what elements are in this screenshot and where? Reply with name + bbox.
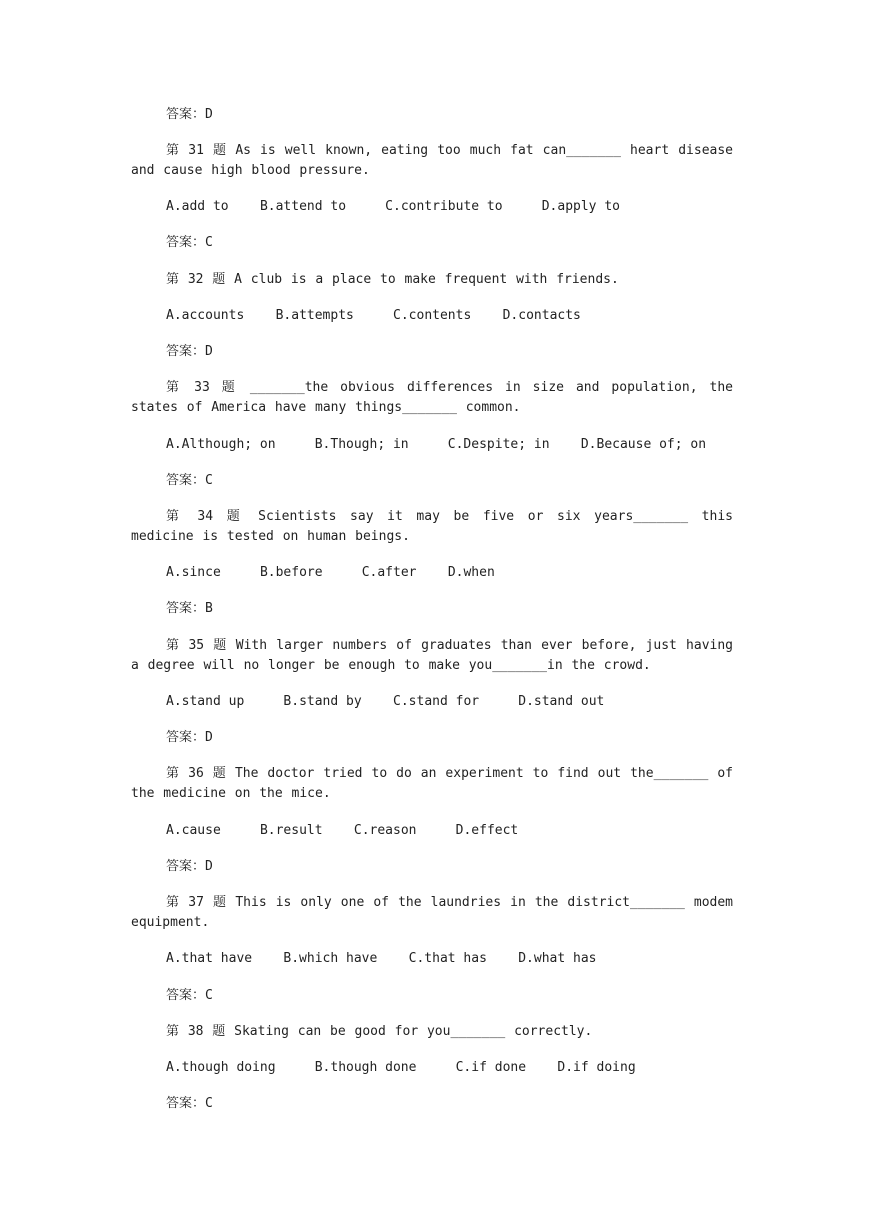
option-b: B.which have <box>283 951 378 966</box>
option-a: A.add to <box>166 199 229 214</box>
option-d: D.if doing <box>557 1060 636 1075</box>
option-a: A.though doing <box>166 1060 276 1075</box>
option-d: D.apply to <box>541 199 620 214</box>
option-c: C.after <box>361 565 417 580</box>
option-d: D.stand out <box>518 694 605 709</box>
answer-36: 答案：D <box>166 859 213 874</box>
answer-34: 答案：B <box>166 601 213 616</box>
option-d: D.when <box>447 565 495 580</box>
answer-33: 答案：C <box>166 473 213 488</box>
option-d: D.contacts <box>502 308 581 323</box>
question-34: 第 34 题 Scientists say it may be five or six years_______ this medicine is tested on human beings. <box>131 509 733 544</box>
answer-38: 答案：C <box>166 1096 213 1111</box>
options-31 <box>166 197 620 217</box>
answer-31: 答案：C <box>166 235 213 250</box>
option-b: B.Though; in <box>314 437 409 452</box>
option-c: C.stand for <box>393 694 480 709</box>
option-a: A.stand up <box>166 694 245 709</box>
options-36 <box>166 821 518 841</box>
option-d: D.Because of; on <box>580 437 707 452</box>
question-36: 第 36 题 The doctor tried to do an experiment to find out the_______ of the medicine on the mice. <box>131 766 733 801</box>
option-b: B.though done <box>314 1060 417 1075</box>
option-c: C.reason <box>353 823 417 838</box>
options-37 <box>166 949 597 969</box>
option-a: A.accounts <box>166 308 245 323</box>
options-33 <box>166 435 706 455</box>
option-a: A.Although; on <box>166 437 276 452</box>
answer-line: 答案：D <box>166 107 213 122</box>
question-32: 第 32 题 A club is a place to make frequent with friends. <box>166 272 619 287</box>
option-b: B.attend to <box>259 199 347 214</box>
answer-32: 答案：D <box>166 344 213 359</box>
question-33: 第 33 题 _______the obvious differences in size and population, the states of America have many things_______ common. <box>131 380 733 415</box>
option-a: A.cause <box>166 823 221 838</box>
option-c: C.contribute to <box>385 199 503 214</box>
answer-35: 答案：D <box>166 730 213 745</box>
question-37: 第 37 题 This is only one of the laundries in the district_______ modem equipment. <box>131 895 733 930</box>
option-c: C.contents <box>393 308 472 323</box>
option-d: D.effect <box>455 823 519 838</box>
options-35 <box>166 692 604 712</box>
option-b: B.before <box>259 565 323 580</box>
option-b: B.attempts <box>275 308 354 323</box>
question-31: 第 31 题 As is well known, eating too much fat can_______ heart disease and cause high blood pressure. <box>131 143 733 178</box>
question-38: 第 38 题 Skating can be good for you_______ correctly. <box>166 1024 593 1039</box>
option-d: D.what has <box>518 951 597 966</box>
option-b: B.stand by <box>283 694 362 709</box>
option-a: A.that have <box>166 951 253 966</box>
option-b: B.result <box>259 823 323 838</box>
options-32 <box>166 306 581 326</box>
options-34 <box>166 563 495 583</box>
option-c: C.Despite; in <box>447 437 550 452</box>
answer-37: 答案：C <box>166 988 213 1003</box>
option-a: A.since <box>166 565 221 580</box>
options-38 <box>166 1058 636 1078</box>
option-c: C.that has <box>408 951 487 966</box>
question-35: 第 35 题 With larger numbers of graduates than ever before, just having a degree will no longer be enough to make you_______in the crowd. <box>131 638 733 673</box>
option-c: C.if done <box>455 1060 527 1075</box>
